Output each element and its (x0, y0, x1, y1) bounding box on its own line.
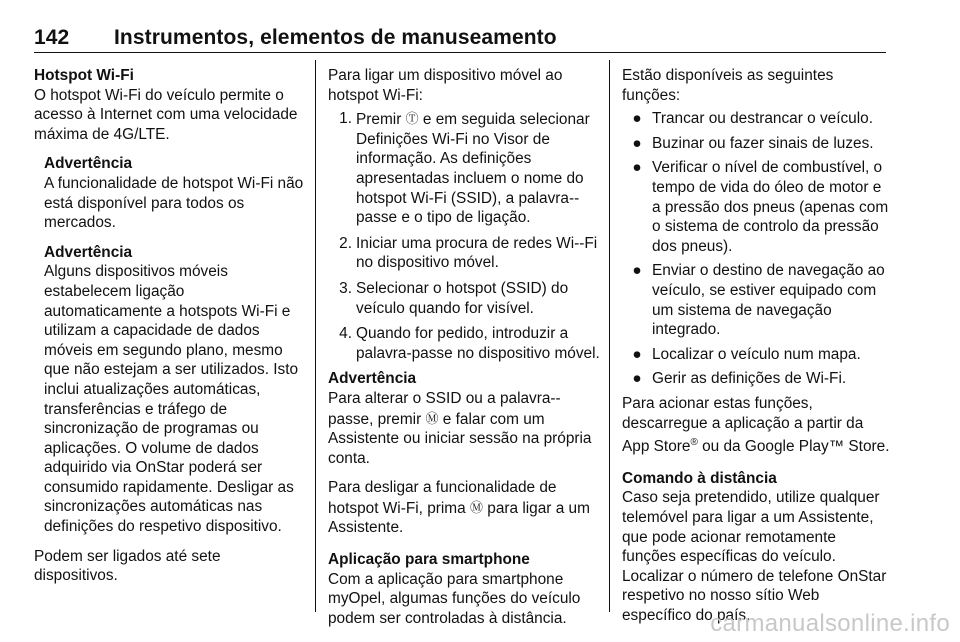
warning-title: Advertência (44, 155, 133, 173)
remote-text: Caso seja pretendido, utilize qualquer telemóvel para ligar a um Assistente, que pode acionar remotamente funções específicas do veículo. Localizar o número de telefone OnStar respetivo no nosso sítio Web específico do país. (622, 489, 887, 624)
page-number: 142 (34, 26, 70, 49)
functions-list (622, 109, 892, 389)
disconnect-text: Para desligar a funcionalidade de hotspot Wi-Fi, prima Ⓜ para ligar a um Assistente. (328, 479, 590, 537)
watermark: carmanualsonline.info (710, 610, 950, 637)
bullet-icon: ● (632, 262, 642, 280)
warning-block-1 (44, 154, 306, 232)
step-item (328, 324, 600, 363)
onstar-icon: Ⓜ (425, 410, 439, 426)
step-text: Quando for pedido, introduzir a palavra-passe no dispositivo móvel. (356, 325, 600, 362)
list-item: ● Localizar o veículo num mapa. (622, 345, 892, 365)
column-3 (622, 66, 892, 626)
step-item (328, 234, 600, 273)
app-text: Com a aplicação para smartphone myOpel, algumas funções do veículo podem ser controladas à distância. (328, 570, 581, 627)
step-number: 4. (339, 325, 352, 343)
bullet-icon: ● (632, 159, 642, 177)
step-number: 3. (339, 279, 352, 297)
section-heading-remote: Comando à distância (622, 469, 777, 487)
list-item: ● Trancar ou destrancar o veículo. (622, 109, 892, 129)
list-item: ● Buzinar ou fazer sinais de luzes. (622, 134, 892, 154)
column-2 (328, 66, 600, 628)
functions-intro: Estão disponíveis as seguintes funções: (622, 67, 834, 104)
header-rule (34, 52, 886, 53)
step-number: 1. (339, 110, 352, 128)
bullet-icon: ● (632, 134, 642, 152)
hotspot-intro: O hotspot Wi-Fi do veículo permite o acesso à Internet com uma velocidade máxima de 4G/LTE. (34, 86, 298, 143)
step-number: 2. (339, 234, 352, 252)
step-text: Selecionar o hotspot (SSID) do veículo quando for visível. (356, 279, 569, 317)
bullet-icon: ● (632, 345, 642, 363)
list-item: ● Verificar o nível de combustível, o tempo de vida do óleo de motor e a pressão dos pneus (apenas com o sistema de controlo da pressão dos pneus). (622, 158, 892, 256)
list-item: ● Gerir as definições de Wi-Fi. (622, 369, 892, 389)
step-item (328, 279, 600, 318)
section-heading-hotspot: Hotspot Wi-Fi (34, 67, 134, 84)
connect-intro: Para ligar um dispositivo móvel ao hotspot Wi-Fi: (328, 67, 563, 104)
devices-note: Podem ser ligados até sete dispositivos. (34, 547, 221, 585)
activate-text: Para acionar estas funções, descarregue a aplicação a partir da App Store® ou da Google Play™ Store. (622, 394, 890, 456)
warning-block-3 (328, 369, 600, 468)
column-1 (34, 66, 306, 586)
step-item (328, 109, 600, 228)
list-item: ● Enviar o destino de navegação ao veículo, se estiver equipado com um sistema de navegação integrado. (622, 261, 892, 339)
onstar-icon: Ⓜ (469, 499, 483, 515)
column-divider-1 (315, 60, 316, 612)
warning-text: A funcionalidade de hotspot Wi-Fi não está disponível para todos os mercados. (44, 174, 304, 232)
telephone-icon: Ⓣ (405, 111, 419, 127)
connect-steps (328, 109, 600, 363)
warning-title: Advertência (44, 243, 133, 261)
warning-block-2 (44, 243, 306, 537)
warning-title: Advertência (328, 370, 417, 388)
step-text: Iniciar uma procura de redes Wi--Fi no dispositivo móvel. (356, 234, 598, 272)
section-heading-app: Aplicação para smartphone (328, 551, 530, 569)
column-divider-2 (609, 60, 610, 612)
page-header (34, 26, 886, 50)
bullet-icon: ● (632, 370, 642, 388)
warning-text: Alguns dispositivos móveis estabelecem ligação automaticamente a hotspots Wi-Fi e utilizam a capacidade de dados móveis em segundo plano, mesmo que não estejam a ser utilizados. Isto inclui atualizações automáticas, transferências e tráfego de sincronização de programas ou aplicações. O volume de dados adquirido via OnStar poderá ser consumido rapidamente. Desligar as sincronizações automáticas nas definições do respetivo dispositivo. (44, 263, 299, 536)
bullet-icon: ● (632, 110, 642, 128)
warning-text: Para alterar o SSID ou a palavra--passe, premir Ⓜ e falar com um Assistente ou iniciar sessão na própria conta. (328, 389, 592, 467)
page-title: Instrumentos, elementos de manuseamento (114, 26, 557, 49)
step-text: Premir Ⓣ e em seguida selecionar Definições Wi-Fi no Visor de informação. As definições apresentadas incluem o nome do hotspot Wi-Fi (SSID), a palavra--passe e o tipo de ligação. (356, 111, 590, 227)
